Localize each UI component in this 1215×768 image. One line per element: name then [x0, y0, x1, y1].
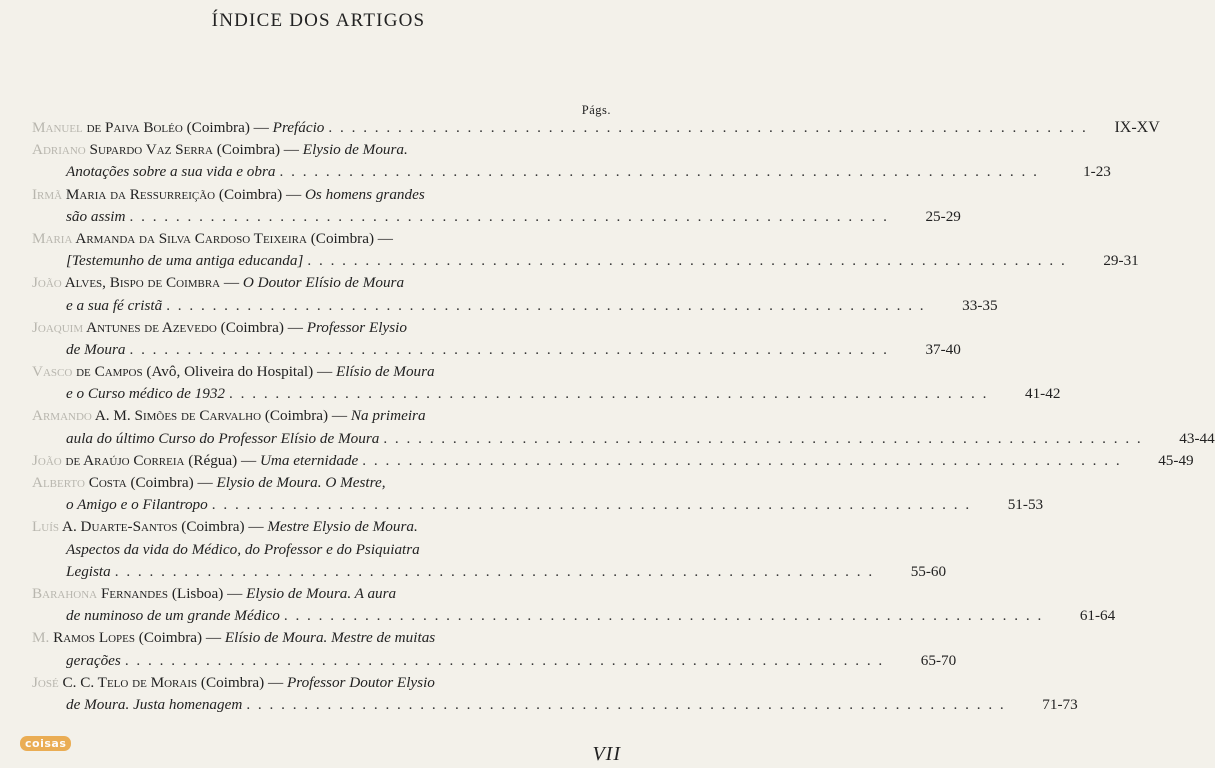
toc-entry-line: [32, 317, 611, 339]
toc-entry-text: [66, 206, 126, 228]
toc-entry-line: [32, 583, 611, 605]
author-name: A. Duarte-Santos: [59, 518, 178, 536]
toc-entry-text: [66, 494, 208, 516]
author-place: (Coimbra) —: [215, 185, 305, 203]
page-range: 33-35: [962, 296, 998, 314]
toc-entry-line: [32, 494, 1044, 516]
toc-entry-text: [66, 250, 303, 272]
toc-entry-line: [32, 694, 1078, 716]
leader-dots: [242, 694, 1005, 716]
article-title: gerações: [66, 651, 121, 669]
toc-entry-line: [32, 228, 611, 250]
toc-entry-text: [66, 428, 379, 450]
toc-entry-text: [32, 672, 435, 694]
article-title: Elysio de Moura. O Mestre,: [216, 474, 386, 491]
author-name: de Paiva Boléo: [82, 119, 183, 136]
toc-entry-line: [32, 450, 1194, 472]
author-name: Antunes de Azevedo: [83, 318, 217, 336]
toc-entry: [32, 405, 1215, 449]
author-first-name: Barahona: [32, 584, 98, 602]
toc-entry-line: [32, 295, 998, 317]
article-title: de numinoso de um grande Médico: [66, 607, 280, 625]
author-name: Costa: [84, 474, 127, 491]
author-place: (Coimbra) —: [135, 629, 225, 647]
page-range: 43-44: [1179, 429, 1215, 447]
toc-entry: [32, 184, 961, 228]
author-name: A. M. Simões de Carvalho: [91, 407, 262, 425]
leader-dots: [324, 117, 1087, 139]
toc-entry-text: [66, 650, 121, 672]
article-title: Elísio de Moura: [335, 363, 435, 381]
toc-entry-line: [32, 272, 611, 294]
toc-entry-line: [32, 383, 1061, 405]
author-first-name: M.: [32, 629, 50, 647]
article-title: de Moura: [66, 340, 126, 358]
leader-dots: [208, 494, 971, 516]
article-title: Elysio de Moura.: [302, 141, 408, 159]
author-place: (Coimbra) —: [216, 318, 307, 336]
article-title: de Moura. Justa homenagem: [66, 695, 243, 713]
toc-entry-text: [32, 272, 404, 294]
page-range: 51-53: [1007, 496, 1044, 514]
author-place: (Coimbra) —: [177, 518, 268, 536]
author-place: —: [220, 274, 243, 292]
toc-entry-text: [32, 627, 435, 649]
toc-entry: [32, 139, 1111, 183]
article-title: O Doutor Elísio de Moura: [242, 274, 405, 292]
toc-entry-text: [32, 450, 358, 472]
page-range: 1-23: [1083, 163, 1111, 181]
author-first-name: Armando: [32, 407, 92, 425]
toc-entry: [32, 627, 957, 671]
article-title: aula do último Curso do Professor Elísio de Moura: [66, 429, 380, 447]
toc-entry-line: [32, 361, 611, 383]
leader-dots: [280, 605, 1043, 627]
author-place: (Coimbra) —: [261, 407, 351, 425]
leader-dots: [162, 295, 925, 317]
toc-entry-line: [32, 627, 611, 649]
toc-entry-line: [32, 472, 611, 494]
leader-dots: [358, 450, 1121, 472]
article-title: Professor Elysio: [306, 318, 407, 336]
article-title: e a sua fé cristã: [66, 296, 163, 314]
toc-entry-line: [32, 428, 1215, 450]
toc-entry: [32, 272, 998, 316]
author-first-name: Joaquim: [32, 318, 84, 336]
article-title: Elísio de Moura. Mestre de muitas: [224, 629, 436, 647]
article-title: Legista: [66, 562, 111, 580]
author-first-name: Manuel: [32, 119, 83, 136]
page-range: 41-42: [1024, 385, 1061, 403]
toc-entry-text: [66, 339, 125, 361]
author-name: Armanda da Silva Cardoso Teixeira: [72, 229, 307, 247]
author-first-name: Maria: [32, 229, 73, 247]
article-title: [Testemunho de uma antiga educanda]: [66, 252, 304, 270]
toc-entry-text: [66, 539, 420, 561]
toc-entry-line: [32, 405, 611, 427]
pages-column-header: Págs.: [581, 103, 611, 117]
page-range: 45-49: [1158, 451, 1194, 469]
article-title: Prefácio: [272, 119, 325, 136]
leader-dots: [379, 428, 1142, 450]
author-name: Maria da Ressurreição: [62, 185, 216, 203]
page-title: ÍNDICE DOS ARTIGOS: [211, 10, 426, 31]
author-first-name: João: [32, 274, 62, 292]
article-title: são assim: [66, 207, 126, 225]
author-name: Alves, Bispo de Coimbra: [61, 274, 221, 292]
leader-dots: [125, 339, 888, 361]
leader-dots: [303, 250, 1066, 272]
author-first-name: Alberto: [32, 474, 85, 491]
author-place: (Coimbra) —: [306, 229, 393, 247]
article-title: Elysio de Moura. A aura: [246, 584, 397, 602]
toc-entry-text: [32, 139, 408, 161]
page-range: 71-73: [1042, 695, 1078, 713]
toc-entry-line: [32, 139, 611, 161]
author-place: (Coimbra) —: [126, 474, 217, 491]
toc-entry: [32, 317, 961, 361]
toc-entry-text: [66, 694, 242, 716]
toc-entry-line: [32, 117, 1160, 139]
toc-entry-text: [66, 295, 162, 317]
article-title: Na primeira: [350, 407, 426, 425]
author-first-name: João: [32, 451, 62, 469]
article-title: Anotações sobre a sua vida e obra: [66, 163, 276, 181]
article-title: e o Curso médico de 1932: [66, 385, 226, 403]
author-place: (Coimbra) —: [212, 141, 303, 159]
toc-entry-line: [32, 184, 611, 206]
author-first-name: Luís: [32, 518, 60, 536]
toc-entry-text: [32, 317, 407, 339]
author-name: Supardo Vaz Serra: [85, 141, 213, 159]
toc-entry-text: [32, 583, 396, 605]
toc-entry-line: [32, 539, 611, 561]
article-title: Uma eternidade: [259, 451, 359, 469]
page-range: 37-40: [925, 340, 961, 358]
toc-entry-line: [32, 605, 1116, 627]
author-name: Fernandes: [97, 584, 169, 602]
toc-entry: [32, 516, 947, 583]
page-number: VII: [592, 743, 621, 765]
toc-entry: [32, 361, 1061, 405]
page-range: 61-64: [1079, 607, 1116, 625]
toc-entry: [32, 450, 1194, 472]
author-place: (Avô, Oliveira do Hospital) —: [142, 363, 336, 381]
author-place: (Lisboa) —: [168, 584, 247, 602]
toc-entry-text: [66, 383, 225, 405]
page-range: IX-XV: [1114, 119, 1160, 136]
author-first-name: Vasco: [32, 363, 73, 381]
toc-entry-text: [32, 472, 386, 494]
toc-entry-line: [32, 339, 961, 361]
toc-entry-line: [32, 516, 611, 538]
toc-entry-text: [32, 184, 425, 206]
article-title: Mestre Elysio de Moura.: [267, 518, 418, 536]
article-title: Professor Doutor Elysio: [286, 673, 435, 691]
author-first-name: Irmã: [32, 185, 63, 203]
leader-dots: [225, 383, 988, 405]
toc-entry-line: [32, 206, 961, 228]
toc-entry: [32, 117, 1160, 139]
author-place: (Régua) —: [184, 451, 260, 469]
table-of-contents: [32, 117, 1215, 716]
toc-entry-text: [32, 361, 435, 383]
toc-entry-text: [66, 161, 276, 183]
toc-entry-text: [32, 516, 418, 538]
page-range: 29-31: [1103, 252, 1139, 270]
author-place: (Coimbra) —: [182, 119, 273, 136]
leader-dots: [121, 650, 884, 672]
toc-entry-line: [32, 250, 1139, 272]
toc-entry-line: [32, 672, 611, 694]
toc-entry-text: [32, 117, 324, 139]
author-first-name: José: [32, 673, 59, 691]
author-name: de Araújo Correia: [61, 451, 185, 469]
toc-entry-line: [32, 161, 1111, 183]
toc-entry-text: [66, 561, 111, 583]
leader-dots: [111, 561, 874, 583]
author-name: C. C. Telo de Morais: [58, 673, 198, 691]
article-title: Os homens grandes: [304, 185, 425, 203]
author-name: de Campos: [72, 363, 143, 381]
leader-dots: [276, 161, 1039, 183]
toc-entry-text: [32, 405, 426, 427]
toc-entry-text: [66, 605, 280, 627]
article-title: Aspectos da vida do Médico, do Professor e do Psiquiatra: [66, 540, 420, 558]
article-title: o Amigo e o Filantropo: [66, 496, 208, 514]
toc-entry: [32, 228, 1139, 272]
toc-entry-text: [32, 228, 393, 250]
toc-entry-line: [32, 650, 957, 672]
author-first-name: Adriano: [32, 141, 86, 159]
toc-entry: [32, 583, 1116, 627]
page-range: 65-70: [920, 651, 957, 669]
watermark-logo: coisas: [20, 736, 71, 751]
toc-entry: [32, 472, 1044, 516]
author-name: Ramos Lopes: [49, 629, 135, 647]
toc-entry: [32, 672, 1078, 716]
author-place: (Coimbra) —: [197, 673, 287, 691]
leader-dots: [126, 206, 889, 228]
toc-entry-line: [32, 561, 947, 583]
page-range: 55-60: [910, 562, 947, 580]
page-range: 25-29: [925, 207, 961, 225]
